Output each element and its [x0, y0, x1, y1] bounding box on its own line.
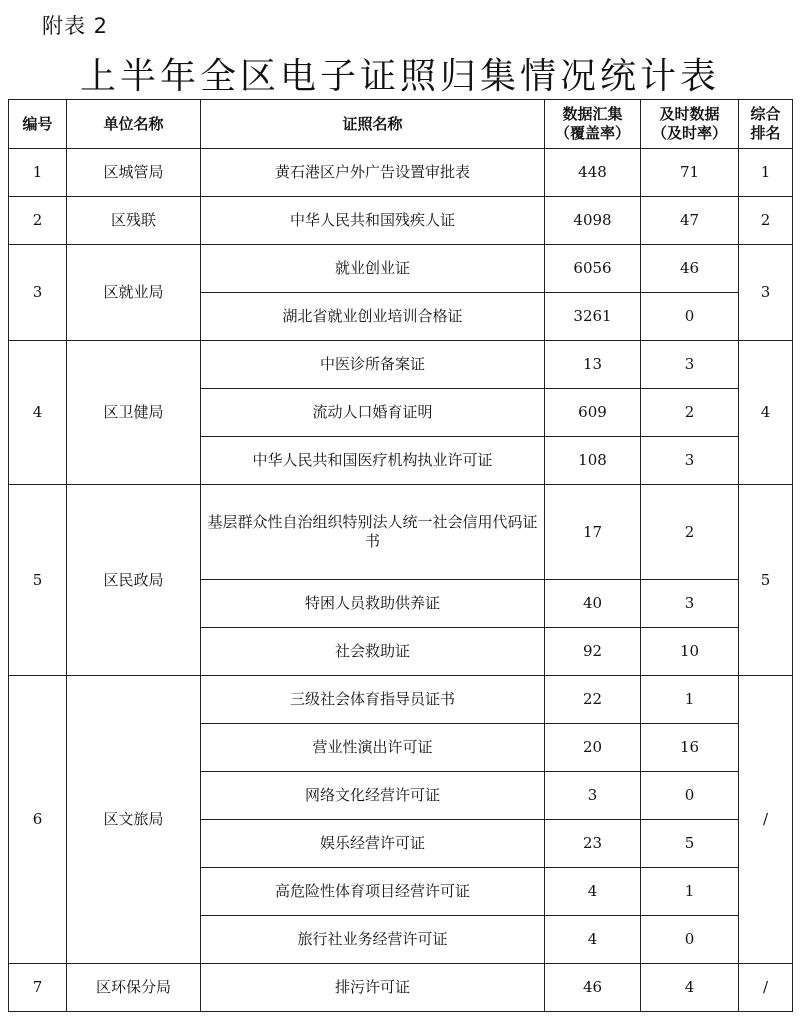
unit-name: 区民政局	[67, 485, 201, 676]
unit-number: 4	[9, 341, 67, 485]
header-rank-line2: 排名	[750, 124, 781, 142]
coverage-value: 4098	[545, 197, 641, 245]
unit-name: 区文旅局	[67, 676, 201, 964]
unit-name: 区卫健局	[67, 341, 201, 485]
coverage-value: 3261	[545, 293, 641, 341]
cert-name: 娱乐经营许可证	[201, 820, 545, 868]
header-cert-name: 证照名称	[201, 100, 545, 149]
timely-value: 3	[641, 341, 739, 389]
coverage-value: 609	[545, 389, 641, 437]
table-row	[9, 676, 793, 724]
rank-value: 2	[739, 197, 793, 245]
timely-value: 1	[641, 676, 739, 724]
unit-number: 2	[9, 197, 67, 245]
cert-name: 中医诊所备案证	[201, 341, 545, 389]
header-timely-line2: （及时率）	[651, 124, 727, 142]
unit-name: 区环保分局	[67, 964, 201, 1012]
coverage-value: 46	[545, 964, 641, 1012]
coverage-value: 6056	[545, 245, 641, 293]
timely-value: 3	[641, 437, 739, 485]
timely-value: 71	[641, 149, 739, 197]
cert-name: 流动人口婚育证明	[201, 389, 545, 437]
timely-value: 16	[641, 724, 739, 772]
coverage-value: 22	[545, 676, 641, 724]
cert-name: 高危险性体育项目经营许可证	[201, 868, 545, 916]
timely-value: 2	[641, 389, 739, 437]
cert-name: 网络文化经营许可证	[201, 772, 545, 820]
header-timely-line1: 及时数据	[659, 105, 720, 124]
unit-name: 区城管局	[67, 149, 201, 197]
coverage-value: 4	[545, 916, 641, 964]
timely-value: 4	[641, 964, 739, 1012]
coverage-value: 20	[545, 724, 641, 772]
table-row	[9, 149, 793, 197]
header-coverage-line2: （覆盖率）	[554, 124, 630, 142]
unit-number: 1	[9, 149, 67, 197]
cert-name: 湖北省就业创业培训合格证	[201, 293, 545, 341]
unit-name: 区就业局	[67, 245, 201, 341]
rank-value: /	[739, 676, 793, 964]
cert-name: 社会救助证	[201, 628, 545, 676]
unit-number: 7	[9, 964, 67, 1012]
page-title: 上半年全区电子证照归集情况统计表	[79, 56, 720, 97]
timely-value: 5	[641, 820, 739, 868]
rank-value: 4	[739, 341, 793, 485]
header-coverage-line1: 数据汇集	[562, 105, 623, 124]
cert-name: 三级社会体育指导员证书	[201, 676, 545, 724]
header-coverage	[545, 100, 641, 149]
header-rank-line1: 综合	[750, 105, 781, 124]
timely-value: 0	[641, 772, 739, 820]
rank-value: 5	[739, 485, 793, 676]
header-number: 编号	[9, 100, 67, 149]
coverage-value: 40	[545, 580, 641, 628]
cert-name: 就业创业证	[201, 245, 545, 293]
cert-name: 黄石港区户外广告设置审批表	[201, 149, 545, 197]
timely-value: 47	[641, 197, 739, 245]
cert-name: 排污许可证	[201, 964, 545, 1012]
header-unit-name: 单位名称	[67, 100, 201, 149]
rank-value: 1	[739, 149, 793, 197]
cert-name: 旅行社业务经营许可证	[201, 916, 545, 964]
timely-value: 3	[641, 580, 739, 628]
table-row	[9, 341, 793, 389]
cert-name: 基层群众性自治组织特别法人统一社会信用代码证书	[201, 485, 545, 580]
coverage-value: 23	[545, 820, 641, 868]
timely-value: 1	[641, 868, 739, 916]
coverage-value: 13	[545, 341, 641, 389]
cert-name: 中华人民共和国残疾人证	[201, 197, 545, 245]
table-row	[9, 197, 793, 245]
timely-value: 2	[641, 485, 739, 580]
rank-value: /	[739, 964, 793, 1012]
timely-value: 46	[641, 245, 739, 293]
table-row	[9, 964, 793, 1012]
timely-value: 0	[641, 293, 739, 341]
coverage-value: 17	[545, 485, 641, 580]
table-header-row	[9, 100, 793, 149]
table-row	[9, 485, 793, 580]
unit-number: 6	[9, 676, 67, 964]
header-rank	[739, 100, 793, 149]
coverage-value: 3	[545, 772, 641, 820]
cert-name: 营业性演出许可证	[201, 724, 545, 772]
cert-name: 中华人民共和国医疗机构执业许可证	[201, 437, 545, 485]
rank-value: 3	[739, 245, 793, 341]
unit-name: 区残联	[67, 197, 201, 245]
coverage-value: 4	[545, 868, 641, 916]
coverage-value: 108	[545, 437, 641, 485]
unit-number: 5	[9, 485, 67, 676]
table-row	[9, 245, 793, 293]
appendix-label: 附表 2	[42, 14, 109, 38]
cert-name: 特困人员救助供养证	[201, 580, 545, 628]
coverage-value: 448	[545, 149, 641, 197]
timely-value: 0	[641, 916, 739, 964]
coverage-value: 92	[545, 628, 641, 676]
statistics-table	[8, 99, 793, 1012]
header-timely	[641, 100, 739, 149]
unit-number: 3	[9, 245, 67, 341]
timely-value: 10	[641, 628, 739, 676]
